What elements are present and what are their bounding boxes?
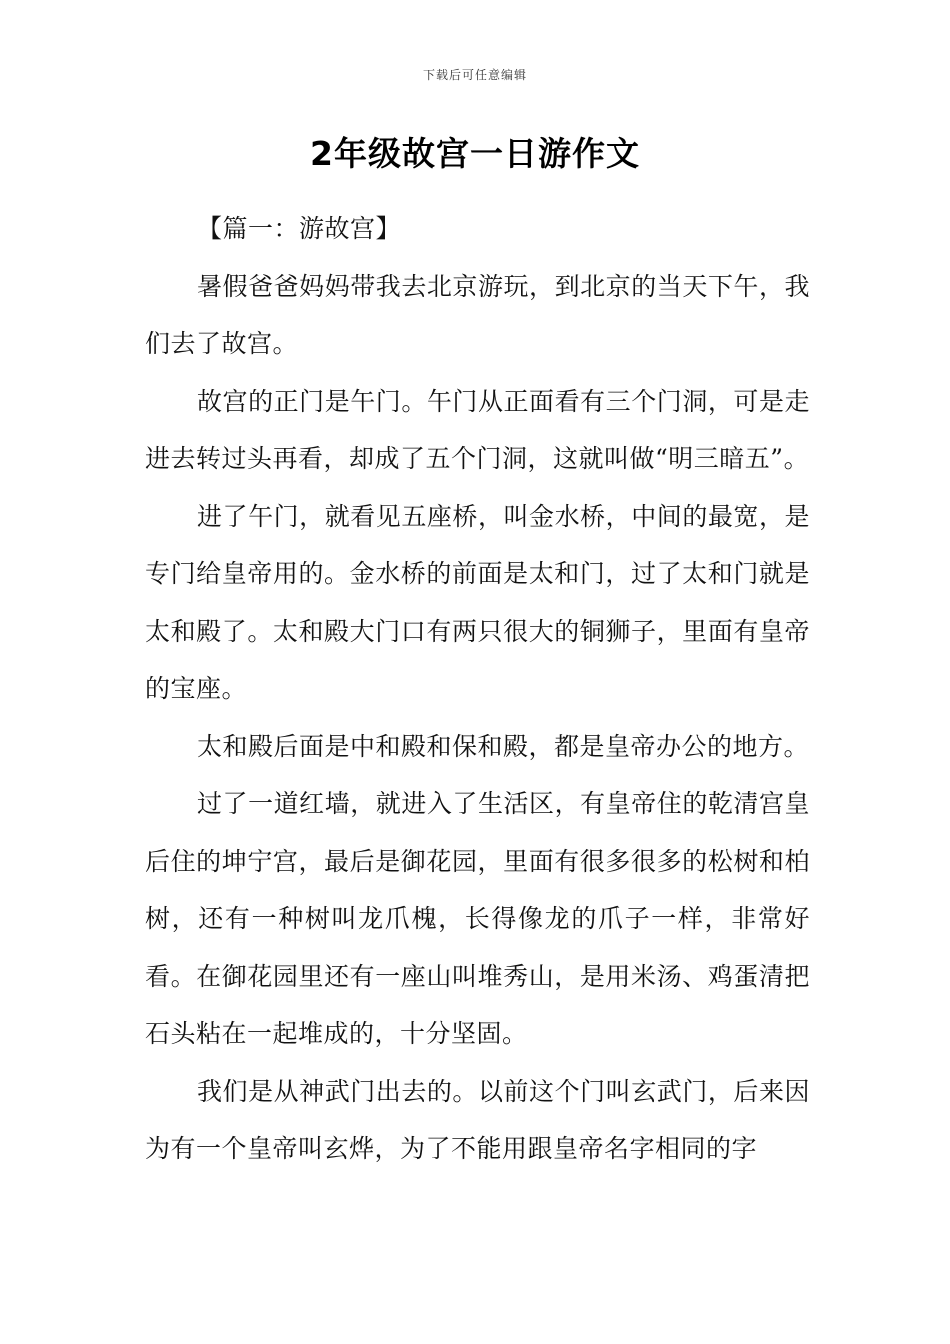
paragraph-3: 进了午门，就看见五座桥，叫金水桥，中间的最宽，是专门给皇帝用的。金水桥的前面是太和门，过了太和门就是太和殿了。太和殿大门口有两只很大的铜狮子，里面有皇帝的宝座。 [145,501,810,703]
document-title: 2年级故宫一日游作文 [310,134,640,173]
header-note: 下载后可任意编辑 [422,68,527,82]
paragraph-6: 我们是从神武门出去的。以前这个门叫玄武门，后来因为有一个皇帝叫玄烨，为了不能用跟皇帝名字相同的字 [145,1076,810,1163]
paragraph-4: 太和殿后面是中和殿和保和殿，都是皇帝办公的地方。 [197,731,810,761]
document-body [145,200,810,1178]
paragraph-5: 过了一道红墙，就进入了生活区，有皇帝住的乾清宫皇后住的坤宁宫，最后是御花园，里面有很多很多的松树和柏树，还有一种树叫龙爪槐，长得像龙的爪子一样，非常好看。在御花园里还有一座山叫堆秀山，是用米汤、鸡蛋清把石头粘在一起堆成的，十分坚固。 [145,789,810,1048]
paragraph-2: 故宫的正门是午门。午门从正面看有三个门洞，可是走进去转过头再看，却成了五个门洞，这就叫做“明三暗五”。 [145,386,810,473]
paragraph-1: 暑假爸爸妈妈带我去北京游玩，到北京的当天下午，我们去了故宫。 [145,271,810,358]
section-heading: 【篇一：游故宫】 [197,214,402,243]
